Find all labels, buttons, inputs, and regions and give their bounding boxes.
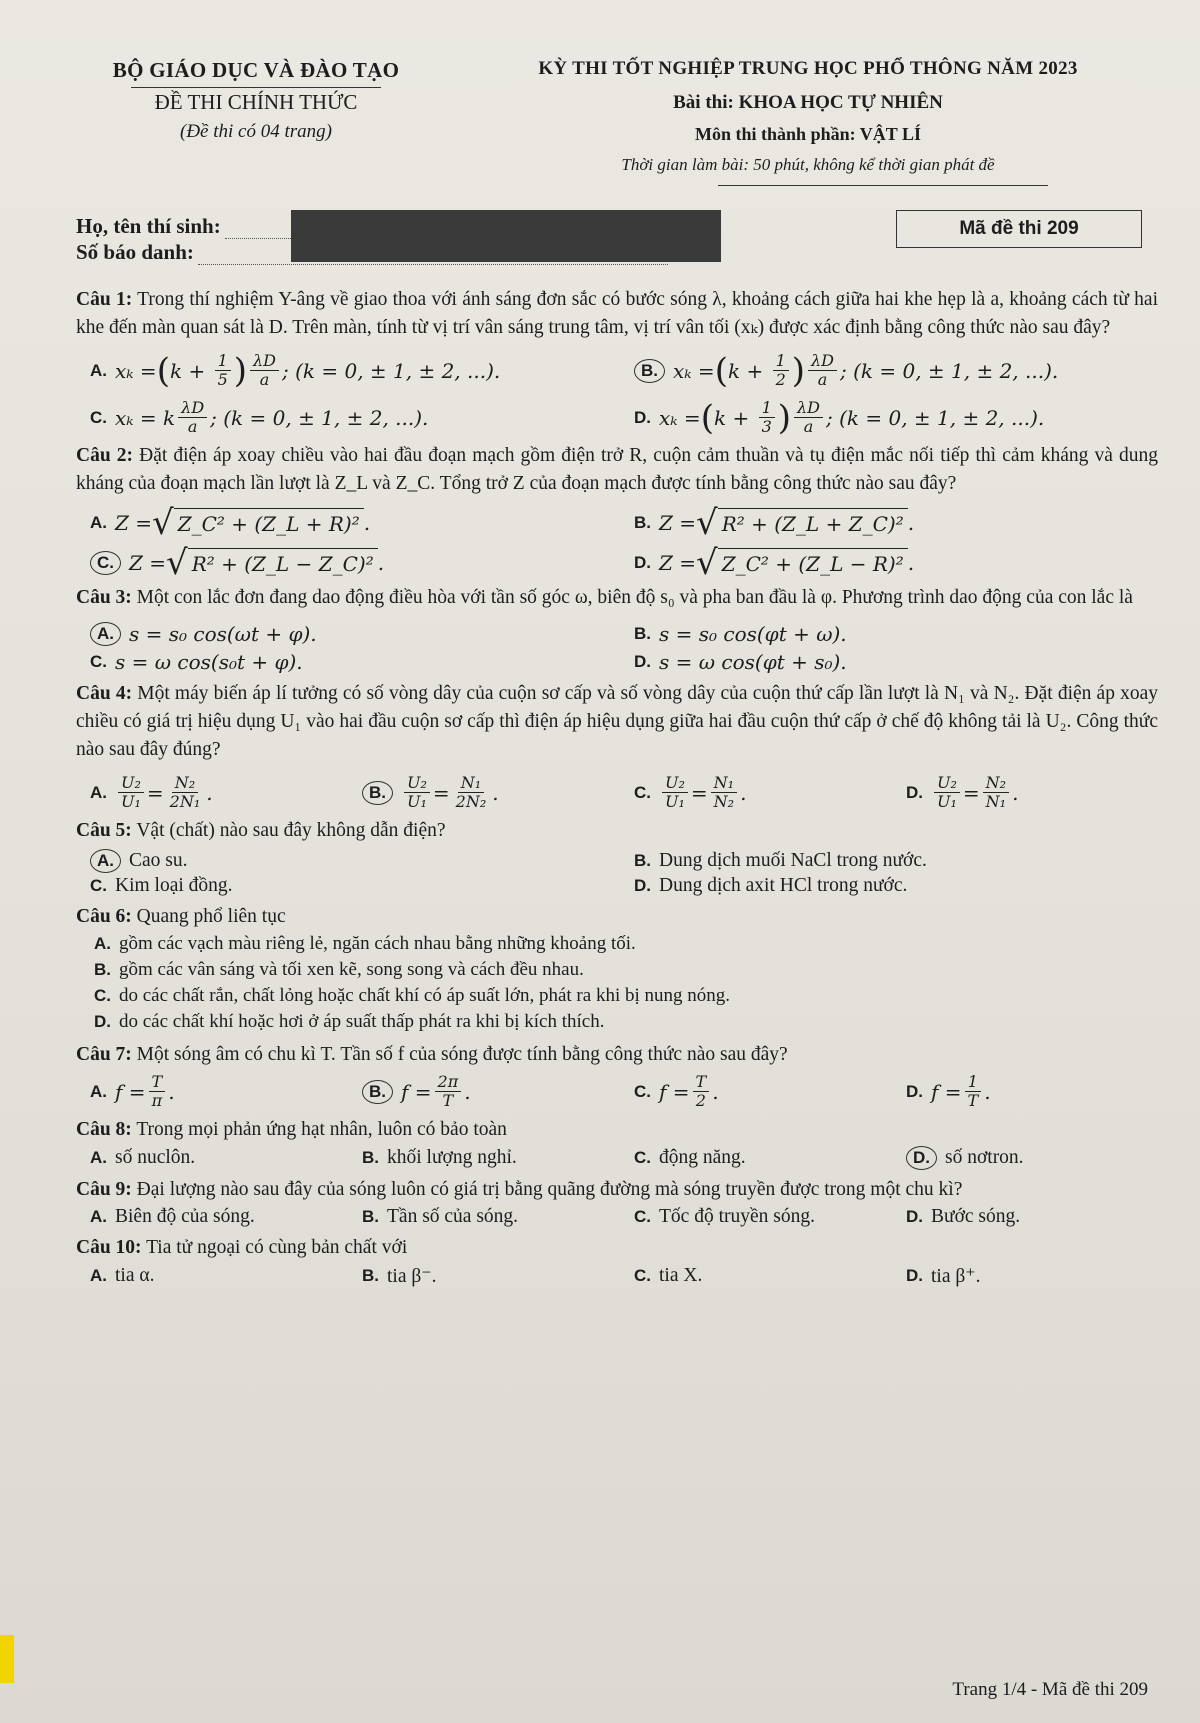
option-c[interactable]: C. Z = √ R² + (Z_L − Z_C)² .	[90, 548, 614, 578]
option-text: Dung dịch axit HCl trong nước.	[659, 875, 908, 896]
option-a[interactable]: A. f = $\frac{T}{\pi}$ .	[90, 1072, 175, 1110]
fraction-denominator: a	[817, 370, 828, 389]
fraction-numerator: N₁	[711, 774, 737, 793]
option-d[interactable]	[906, 1206, 1158, 1228]
fraction-denominator: a	[187, 417, 198, 436]
option-letter: A.	[90, 849, 121, 873]
option-text: Biên độ của sóng.	[115, 1206, 255, 1227]
header-left	[76, 58, 436, 186]
option-a[interactable]	[90, 1146, 342, 1170]
fraction-denominator: T	[442, 1091, 454, 1110]
option-letter: A.	[90, 1081, 107, 1101]
option-a[interactable]	[90, 622, 614, 646]
fraction-numerator: λD	[808, 352, 837, 371]
option-letter: D.	[634, 407, 651, 427]
option-text: Tần số của sóng.	[387, 1206, 519, 1227]
option-letter: A.	[94, 934, 111, 953]
question-text: Vật (chất) nào sau đây không dẫn điện?	[136, 820, 446, 841]
option-letter: B.	[634, 359, 665, 383]
option-letter: D.	[906, 1207, 923, 1226]
option-letter: B.	[362, 781, 393, 805]
question-10-options	[90, 1264, 1158, 1288]
option-d[interactable]	[906, 1146, 1158, 1170]
question-label: Câu 10:	[76, 1237, 142, 1258]
option-formula: s = ω cos(φt + s₀).	[659, 650, 847, 674]
question-label: Câu 7:	[76, 1044, 132, 1065]
question-8-options	[90, 1146, 1158, 1170]
formula-part: f =	[931, 1079, 962, 1104]
candidate-id-label: Số báo danh:	[76, 240, 194, 264]
option-text: động năng.	[659, 1147, 746, 1168]
header	[76, 58, 1158, 186]
option-letter: C.	[634, 1081, 651, 1101]
option-b[interactable]	[362, 1146, 614, 1170]
formula-part: Z =	[659, 511, 697, 535]
exam-component: Môn thi thành phần: VẬT LÍ	[695, 124, 921, 144]
header-right	[458, 58, 1158, 186]
question-4-options	[90, 774, 1158, 811]
option-letter: C.	[94, 986, 111, 1005]
question-7-options	[90, 1073, 1158, 1110]
fraction-numerator: U₂	[934, 774, 960, 793]
fraction-numerator: T	[693, 1073, 710, 1092]
fraction-denominator: a	[803, 417, 814, 436]
candidate-info	[76, 210, 1158, 280]
option-text: Dung dịch muối NaCl trong nước.	[659, 850, 927, 871]
option-text: tia X.	[659, 1265, 703, 1286]
formula-part: f =	[401, 1079, 432, 1104]
option-d[interactable]	[906, 1264, 1158, 1288]
candidate-name-label: Họ, tên thí sinh:	[76, 214, 221, 238]
question-label: Câu 1:	[76, 289, 133, 310]
option-formula: s = ω cos(s₀t + φ).	[115, 650, 303, 674]
formula-part: Z =	[129, 551, 167, 575]
divider	[718, 185, 1048, 186]
option-text: Cao su.	[129, 850, 188, 871]
fraction-numerator: 1	[215, 352, 231, 371]
question-text: Trong mọi phản ứng hạt nhân, luôn có bảo toàn	[136, 1119, 507, 1140]
option-a[interactable]: A. Z = √ Z_C² + (Z_L + R)² .	[90, 503, 371, 543]
option-a[interactable]	[90, 849, 614, 873]
formula-part: Z =	[115, 511, 153, 535]
fraction-denominator: 5	[217, 370, 228, 389]
option-letter: D.	[634, 652, 651, 671]
fraction-numerator: N₂	[172, 774, 198, 793]
option-text: số nuclôn.	[115, 1147, 196, 1168]
option-formula: s = s₀ cos(φt + ω).	[659, 622, 847, 646]
option-text: số nơtron.	[945, 1147, 1024, 1168]
formula-condition: ; (k = 0, ± 1, ± 2, ...).	[210, 405, 429, 430]
option-b[interactable]: B. xₖ = ( k + $\frac{1}{2}$ ) $\frac{\lambda D}{a}$ ; (k = 0, ± 1, ± 2, ...).	[634, 352, 1158, 389]
option-letter: C.	[634, 1148, 651, 1167]
option-d[interactable]: D. f = $\frac{1}{T}$ .	[906, 1072, 991, 1110]
question-text: Đại lượng nào sau đây của sóng luôn có giá trị bằng quãng đường mà sóng truyền được trong một chu kì?	[136, 1179, 963, 1200]
fraction-denominator: U₁	[407, 792, 427, 811]
option-b[interactable]	[362, 1206, 614, 1228]
option-b[interactable]: B. Z = √ R² + (Z_L + Z_C)² .	[634, 503, 915, 543]
fraction-denominator: 3	[761, 417, 772, 436]
option-letter: D.	[906, 1146, 937, 1170]
fraction-denominator: T	[967, 1091, 979, 1110]
option-text: do các chất rắn, chất lỏng hoặc chất khí có áp suất lớn, phát ra khi bị nung nóng.	[119, 985, 730, 1006]
fraction-denominator: π	[151, 1091, 163, 1110]
option-a[interactable]	[94, 931, 1158, 957]
option-text: gồm các vạch màu riêng lẻ, ngăn cách nhau bằng những khoảng tối.	[119, 933, 636, 954]
time-note: Thời gian làm bài: 50 phút, không kể thời gian phát đề	[621, 155, 995, 174]
option-letter: D.	[634, 553, 651, 572]
formula-part: .	[907, 551, 915, 575]
question-4	[76, 680, 1158, 764]
option-text: khối lượng nghỉ.	[387, 1147, 517, 1168]
option-letter: C.	[90, 407, 107, 427]
redaction-block	[291, 210, 721, 262]
option-letter: D.	[906, 1266, 923, 1285]
option-letter: C.	[634, 1266, 651, 1285]
fraction-denominator: 2N₁	[169, 792, 201, 811]
option-letter: B.	[634, 624, 651, 643]
fraction-denominator: U₁	[665, 792, 685, 811]
option-letter: C.	[634, 782, 651, 802]
exam-code-box: Mã đề thi 209	[896, 210, 1142, 248]
fraction-denominator: 2N₂	[455, 792, 487, 811]
option-letter: C.	[90, 876, 107, 895]
fraction-denominator: N₁	[985, 792, 1007, 811]
question-5-options	[90, 849, 1158, 897]
option-c[interactable]: C. f = $\frac{T}{2}$ .	[634, 1072, 719, 1110]
option-d[interactable]: D. $\frac{\text{U₂}}{\text{U₁}}$ = $\frac{\text{N₂}}{\text{N₁}}$ .	[906, 773, 1019, 811]
question-label: Câu 3:	[76, 587, 132, 608]
question-label: Câu 2:	[76, 445, 134, 466]
fraction-numerator: λD	[250, 352, 279, 371]
option-letter: D.	[94, 1012, 111, 1031]
fraction-denominator: N₂	[713, 792, 735, 811]
option-c[interactable]	[90, 650, 614, 674]
option-d[interactable]	[94, 1009, 1158, 1035]
formula-part: xₖ =	[659, 405, 701, 430]
question-text: Một con lắc đơn đang dao động điều hòa với tần số góc ω, biên độ s₀ và pha ban đầu là φ. Phương trình dao động của con lắc là	[136, 587, 1133, 608]
option-c[interactable]	[634, 1206, 886, 1228]
question-text: Quang phổ liên tục	[136, 906, 286, 927]
radicand: R² + (Z_L + Z_C)²	[718, 508, 908, 538]
option-c[interactable]	[90, 875, 614, 897]
fraction-numerator: U₂	[662, 774, 688, 793]
option-letter: A.	[90, 622, 121, 646]
fraction-numerator: 1	[773, 352, 789, 371]
option-letter: A.	[90, 1207, 107, 1226]
question-text: Một máy biến áp lí tưởng có số vòng dây của cuộn sơ cấp và số vòng dây của cuộn thứ cấp lần lượt là N₁ và N₂. Đặt điện áp xoay chiều có giá trị hiệu dụng U₁ vào hai đầu cuộn sơ cấp thì điện áp hiệu dụng giữa hai đầu cuộn thứ cấp ở chế độ không tải là U₂. Công thức nào sau đây đúng?	[76, 683, 1159, 760]
question-1-options	[90, 352, 1158, 436]
fraction-denominator: 2	[775, 370, 786, 389]
option-letter: A.	[90, 360, 107, 380]
fraction-denominator: U₁	[121, 792, 141, 811]
question-text: Tia tử ngoại có cùng bản chất với	[146, 1237, 408, 1258]
option-formula: s = s₀ cos(ωt + φ).	[129, 622, 317, 646]
option-letter: C.	[90, 652, 107, 671]
option-text: gồm các vân sáng và tối xen kẽ, song song và cách đều nhau.	[119, 959, 584, 980]
fraction-numerator: λD	[794, 399, 823, 418]
option-letter: B.	[362, 1148, 379, 1167]
radicand: Z_C² + (Z_L − R)²	[718, 548, 908, 578]
radicand: Z_C² + (Z_L + R)²	[174, 508, 364, 538]
option-b[interactable]	[634, 622, 1158, 646]
option-c[interactable]: C. $\frac{\text{U₂}}{\text{U₁}}$ = $\frac{\text{N₁}}{\text{N₂}}$ .	[634, 773, 747, 811]
question-label: Câu 8:	[76, 1119, 132, 1140]
option-letter: A.	[90, 1148, 107, 1167]
fraction-numerator: 1	[965, 1073, 981, 1092]
option-text: do các chất khí hoặc hơi ở áp suất thấp phát ra khi bị kích thích.	[119, 1011, 605, 1032]
formula-part: .	[363, 511, 371, 535]
page-footer: Trang 1/4 - Mã đề thi 209	[952, 1679, 1148, 1700]
option-c[interactable]	[94, 983, 1158, 1009]
question-text: Trong thí nghiệm Y-âng về giao thoa với ánh sáng đơn sắc có bước sóng λ, khoảng cách giữa hai khe hẹp là a, khoảng cách từ hai khe đến màn quan sát là D. Trên màn, tính từ vị trí vân sáng trung tâm, vị trí vân tối (xₖ) được xác định bằng công thức nào sau đây?	[76, 289, 1158, 338]
option-letter: B.	[362, 1266, 379, 1285]
formula-part: Z =	[659, 551, 697, 575]
formula-part: xₖ =	[115, 358, 157, 383]
option-letter: D.	[634, 876, 651, 895]
option-letter: B.	[634, 513, 651, 532]
option-text: Tốc độ truyền sóng.	[659, 1206, 815, 1227]
option-letter: D.	[906, 782, 923, 802]
option-d[interactable]: D. Z = √ Z_C² + (Z_L − R)² .	[634, 543, 915, 583]
option-text: tia β⁻.	[387, 1266, 437, 1287]
option-text: Kim loại đồng.	[115, 875, 233, 896]
formula-part: xₖ = k	[115, 405, 176, 430]
divider	[131, 87, 381, 88]
fraction-numerator: 2π	[435, 1073, 462, 1092]
option-letter: C.	[634, 1207, 651, 1226]
question-label: Câu 5:	[76, 820, 132, 841]
fraction-numerator: λD	[178, 399, 207, 418]
option-a[interactable]	[90, 1264, 342, 1288]
formula-part: .	[907, 511, 915, 535]
question-8	[76, 1116, 1158, 1144]
option-c[interactable]	[634, 1146, 886, 1170]
exam-subject: Bài thi: KHOA HỌC TỰ NHIÊN	[673, 92, 943, 113]
option-a[interactable]	[90, 1206, 342, 1228]
formula-condition: ; (k = 0, ± 1, ± 2, ...).	[825, 405, 1045, 430]
option-d[interactable]	[634, 875, 1158, 897]
question-10	[76, 1234, 1158, 1262]
question-2-options	[90, 503, 1158, 583]
formula-part: xₖ =	[673, 358, 715, 383]
option-letter: B.	[362, 1207, 379, 1226]
fraction-denominator: U₁	[937, 792, 957, 811]
option-a[interactable]: A. xₖ = ( k + $\frac{1}{5}$ ) $\frac{\lambda D}{a}$ ; (k = 0, ± 1, ± 2, ...).	[90, 350, 501, 391]
option-text: Bước sóng.	[931, 1206, 1021, 1227]
formula-condition: ; (k = 0, ± 1, ± 2, ...).	[281, 358, 501, 383]
question-1	[76, 286, 1158, 342]
formula-condition: ; (k = 0, ± 1, ± 2, ...).	[839, 358, 1059, 383]
question-3-options	[90, 622, 1158, 674]
question-text: Đặt điện áp xoay chiều vào hai đầu đoạn mạch gồm điện trở R, cuộn cảm thuần và tụ điện mắc nối tiếp thì cảm kháng và dung kháng của đoạn mạch lần lượt là Z_L và Z_C. Tổng trở Z của đoạn mạch được tính bằng công thức nào sau đây?	[76, 445, 1158, 494]
question-label: Câu 9:	[76, 1179, 132, 1200]
option-c[interactable]	[634, 1264, 886, 1288]
fraction-numerator: U₂	[404, 774, 430, 793]
question-6-options	[94, 931, 1158, 1035]
formula-part: .	[377, 551, 385, 575]
yellow-edge-mark	[0, 1635, 14, 1683]
option-text: tia α.	[115, 1265, 155, 1286]
option-letter: A.	[90, 1266, 107, 1285]
ministry-name: BỘ GIÁO DỤC VÀ ĐÀO TẠO	[112, 58, 400, 82]
fraction-numerator: 1	[759, 399, 775, 418]
question-2	[76, 442, 1158, 498]
option-c[interactable]	[90, 399, 614, 436]
option-d[interactable]	[634, 650, 1158, 674]
option-d[interactable]: D. xₖ = ( k + $\frac{1}{3}$ ) $\frac{\lambda D}{a}$ ; (k = 0, ± 1, ± 2, ...).	[634, 397, 1045, 438]
question-text: Một sóng âm có chu kì T. Tần số f của sóng được tính bằng công thức nào sau đây?	[136, 1044, 788, 1065]
formula-part: f =	[659, 1079, 690, 1104]
option-b[interactable]	[362, 1264, 614, 1288]
fraction-numerator: U₂	[118, 774, 144, 793]
question-6	[76, 903, 1158, 931]
option-letter: C.	[90, 551, 121, 575]
pages-note: (Đề thi có 04 trang)	[180, 121, 332, 142]
option-text: tia β⁺.	[931, 1266, 981, 1287]
question-5	[76, 817, 1158, 845]
question-label: Câu 6:	[76, 906, 132, 927]
option-letter: B.	[362, 1080, 393, 1104]
option-letter: D.	[906, 1081, 923, 1101]
radicand: R² + (Z_L − Z_C)²	[188, 548, 378, 578]
question-9	[76, 1176, 1158, 1204]
option-b[interactable]: B. f = $\frac{2\pi}{T}$ .	[362, 1073, 614, 1110]
question-9-options	[90, 1206, 1158, 1228]
official-label: ĐỀ THI CHÍNH THỨC	[154, 90, 358, 114]
question-label: Câu 4:	[76, 683, 133, 704]
option-letter: A.	[90, 513, 107, 532]
question-7	[76, 1041, 1158, 1069]
exam-title: KỲ THI TỐT NGHIỆP TRUNG HỌC PHỔ THÔNG NĂM 2023	[538, 58, 1078, 79]
fraction-denominator: 2	[695, 1091, 706, 1110]
fraction-numerator: N₁	[458, 774, 484, 793]
formula-part: f =	[115, 1079, 146, 1104]
fraction-numerator: N₂	[983, 774, 1009, 793]
option-a[interactable]: A. $\frac{\text{U₂}}{\text{U₁}}$ = $\frac{\text{N₂}}{\text{2N₁}}$ .	[90, 773, 213, 811]
fraction-denominator: a	[259, 370, 270, 389]
option-letter: B.	[634, 851, 651, 870]
option-b[interactable]	[94, 957, 1158, 983]
option-letter: B.	[94, 960, 111, 979]
question-3	[76, 584, 1158, 612]
option-b[interactable]: B. $\frac{\text{U₂}}{\text{U₁}}$ = $\frac{\text{N₁}}{\text{2N₂}}$ .	[362, 774, 614, 811]
fraction-numerator: T	[149, 1073, 166, 1092]
option-letter: A.	[90, 782, 107, 802]
option-b[interactable]	[634, 849, 1158, 873]
